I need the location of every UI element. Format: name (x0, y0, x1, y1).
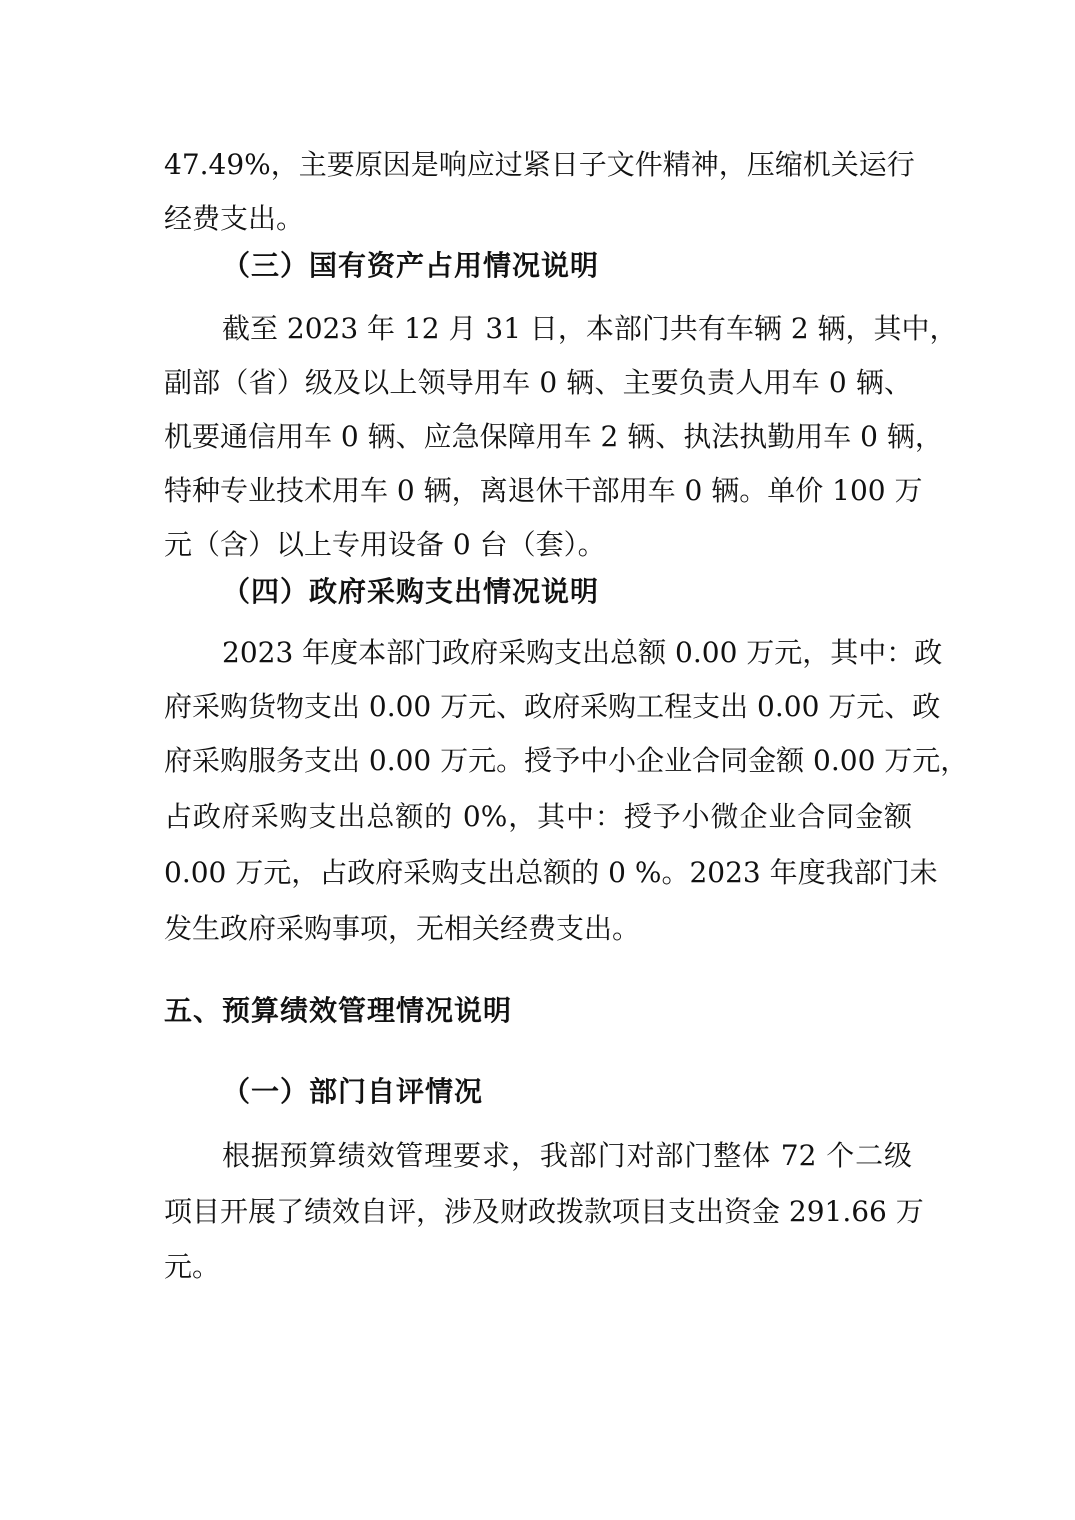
paragraph-line: 府采购货物支出 0.00 万元、政府采购工程支出 0.00 万元、政 (164, 690, 941, 723)
paragraph-line: 发生政府采购事项，无相关经费支出。 (164, 912, 641, 945)
section-heading-self-evaluation: （一）部门自评情况 (222, 1075, 484, 1108)
paragraph-line: 府采购服务支出 0.00 万元。授予中小企业合同金额 0.00 万元， (164, 744, 969, 777)
paragraph-line: 元。 (164, 1250, 221, 1283)
paragraph-line: 机要通信用车 0 辆、应急保障用车 2 辆、执法执勤用车 0 辆， (164, 420, 943, 453)
paragraph-line: 副部（省）级及以上领导用车 0 辆、主要负责人用车 0 辆、 (164, 366, 912, 399)
paragraph-line: 截至 2023 年 12 月 31 日，本部门共有车辆 2 辆，其中， (222, 312, 958, 345)
paragraph-line: 0.00 万元，占政府采购支出总额的 0 %。2023 年度我部门未 (164, 856, 938, 889)
paragraph-line: 占政府采购支出总额的 0%，其中：授予小微企业合同金额 (164, 800, 912, 833)
chapter-heading-performance: 五、预算绩效管理情况说明 (164, 994, 513, 1027)
paragraph-line: 2023 年度本部门政府采购支出总额 0.00 万元，其中：政 (222, 636, 943, 669)
paragraph-line: 经费支出。 (164, 202, 305, 235)
section-heading-procurement: （四）政府采购支出情况说明 (222, 575, 600, 608)
paragraph-line: 47.49%，主要原因是响应过紧日子文件精神，压缩机关运行 (164, 148, 915, 181)
paragraph-line: 元（含）以上专用设备 0 台（套）。 (164, 528, 606, 561)
paragraph-line: 项目开展了绩效自评，涉及财政拨款项目支出资金 291.66 万 (164, 1195, 924, 1228)
paragraph-line: 特种专业技术用车 0 辆，离退休干部用车 0 辆。单价 100 万 (164, 474, 923, 507)
paragraph-line: 根据预算绩效管理要求，我部门对部门整体 72 个二级 (222, 1139, 912, 1172)
section-heading-assets: （三）国有资产占用情况说明 (222, 249, 600, 282)
